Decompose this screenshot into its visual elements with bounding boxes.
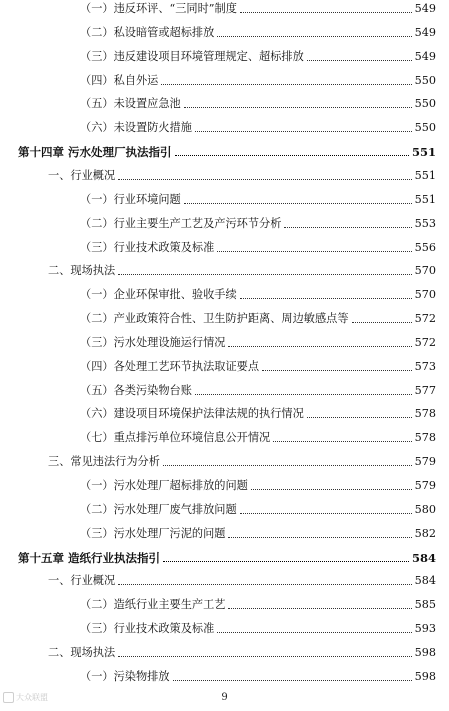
toc-entry-page: 553 [414, 216, 436, 230]
dot-leader [228, 608, 411, 609]
toc-subsection-entry[interactable] [0, 72, 449, 88]
toc-chapter-entry[interactable] [0, 549, 449, 565]
dot-leader [240, 12, 412, 13]
toc-subsection-entry[interactable] [0, 501, 449, 517]
toc-entry-page: 573 [414, 359, 436, 373]
toc-entry-title: （一）违反环评、“三同时”制度 [80, 2, 237, 15]
toc-entry-title: （一）污染物排放 [80, 669, 170, 683]
toc-entry-title: （二）私设暗管或超标排放 [80, 25, 215, 39]
dot-leader [228, 537, 411, 538]
toc-entry-title: （四）私自外运 [80, 73, 159, 87]
toc-entry-title: （三）污水处理设施运行情况 [80, 335, 226, 349]
dot-leader [184, 107, 412, 108]
toc-entry-page: 549 [414, 2, 436, 15]
toc-entry-page: 579 [414, 455, 436, 469]
dot-leader [161, 84, 411, 85]
toc-entry-page: 556 [414, 240, 436, 254]
toc-entry-title: （一）污水处理厂超标排放的问题 [80, 479, 248, 492]
toc-entry-page: 570 [414, 264, 436, 278]
toc-entry-page: 598 [414, 669, 436, 683]
dot-leader [173, 680, 412, 681]
toc-subsection-entry[interactable] [0, 239, 449, 255]
toc-entry-page: 550 [414, 97, 436, 111]
dot-leader [195, 394, 412, 395]
dot-leader [195, 131, 412, 132]
toc-entry-page: 550 [414, 121, 436, 135]
toc-entry-title: （七）重点排污单位环境信息公开情况 [80, 431, 271, 445]
toc-entry-page: 593 [414, 622, 436, 636]
toc-entry-page: 584 [411, 550, 436, 565]
toc-entry-title: （一）行业环境问题 [80, 192, 181, 206]
dot-leader [352, 322, 412, 323]
dot-leader [262, 370, 412, 371]
watermark-logo-icon [3, 692, 14, 703]
toc-entry-page: 572 [414, 335, 436, 349]
toc-entry-page: 582 [414, 526, 436, 540]
dot-leader [284, 227, 411, 228]
dot-leader [228, 346, 411, 347]
watermark [3, 692, 48, 703]
toc-entry-page: 598 [414, 645, 436, 659]
toc-subsection-entry[interactable] [0, 596, 449, 612]
dot-leader [118, 179, 412, 180]
toc-subsection-entry[interactable] [0, 48, 449, 64]
toc-subsection-entry[interactable] [0, 215, 449, 231]
toc-entry-title: （二）污水处理厂废气排放问题 [80, 502, 237, 516]
toc-subsection-entry[interactable] [0, 525, 449, 541]
toc-entry-title: 二、现场执法 [48, 645, 116, 659]
toc-entry-page: 580 [414, 502, 436, 516]
toc-section-entry[interactable] [0, 644, 449, 660]
toc-entry-page: 578 [414, 407, 436, 421]
toc-subsection-entry[interactable] [0, 477, 449, 493]
toc-subsection-entry[interactable] [0, 429, 449, 445]
toc-section-entry[interactable] [0, 572, 449, 588]
toc-entry-title: （三）行业技术政策及标准 [80, 622, 215, 636]
dot-leader [273, 441, 411, 442]
toc-subsection-entry[interactable] [0, 119, 449, 135]
dot-leader [163, 465, 412, 466]
dot-leader [307, 417, 412, 418]
dot-leader [217, 36, 411, 37]
toc-entry-page: 579 [414, 479, 436, 492]
toc-subsection-entry[interactable] [0, 191, 449, 207]
toc-entry-title: 一、行业概况 [48, 574, 116, 588]
dot-leader [118, 584, 412, 585]
toc-section-entry[interactable] [0, 453, 449, 469]
toc-entry-title: 三、常见违法行为分析 [48, 455, 160, 469]
toc-entry-page: 550 [414, 73, 436, 87]
toc-entry-page: 551 [411, 145, 436, 160]
toc-subsection-entry[interactable] [0, 668, 449, 684]
toc-entry-title: （六）未设置防火措施 [80, 121, 192, 135]
toc-subsection-entry[interactable] [0, 24, 449, 40]
toc-entry-page: 570 [414, 288, 436, 302]
toc-entry-title: 第十四章 污水处理厂执法指引 [18, 145, 172, 160]
dot-leader [118, 656, 412, 657]
toc-entry-title: （三）污水处理厂污泥的问题 [80, 526, 226, 540]
toc-entry-title: （二）产业政策符合性、卫生防护距离、周边敏感点等 [80, 312, 349, 326]
dot-leader [307, 60, 412, 61]
dot-leader [217, 251, 411, 252]
toc-entry-page: 551 [414, 168, 436, 182]
toc-subsection-entry[interactable] [0, 620, 449, 636]
toc-subsection-entry[interactable] [0, 0, 449, 16]
toc-entry-page: 572 [414, 312, 436, 326]
toc-entry-title: （二）行业主要生产工艺及产污环节分析 [80, 216, 282, 230]
toc-entry-title: （五）未设置应急池 [80, 97, 181, 111]
toc-entry-page: 549 [414, 25, 436, 39]
toc-entry-title: （五）各类污染物台账 [80, 383, 192, 397]
dot-leader [184, 203, 412, 204]
toc-subsection-entry[interactable] [0, 286, 449, 302]
dot-leader [118, 274, 412, 275]
dot-leader [163, 561, 409, 562]
toc-section-entry[interactable] [0, 167, 449, 183]
toc-entry-title: （六）建设项目环境保护法律法规的执行情况 [80, 407, 304, 421]
toc-entry-page: 578 [414, 431, 436, 445]
toc-entry-page: 549 [414, 49, 436, 63]
dot-leader [240, 513, 412, 514]
dot-leader [217, 632, 411, 633]
toc-subsection-entry[interactable] [0, 405, 449, 421]
page-number: 9 [221, 692, 228, 703]
toc-entry-title: 二、现场执法 [48, 264, 116, 278]
toc-entry-title: （二）造纸行业主要生产工艺 [80, 598, 226, 612]
toc-entry-title: （三）行业技术政策及标准 [80, 240, 215, 254]
toc-entry-page: 577 [414, 383, 436, 397]
toc-chapter-entry[interactable] [0, 143, 449, 159]
toc-entry-title: （三）违反建设项目环境管理规定、超标排放 [80, 49, 304, 63]
dot-leader [251, 489, 412, 490]
toc-subsection-entry[interactable] [0, 358, 449, 374]
dot-leader [175, 155, 409, 156]
toc-section-entry[interactable] [0, 262, 449, 278]
toc-subsection-entry[interactable] [0, 95, 449, 111]
toc-entry-page: 584 [414, 574, 436, 588]
watermark-text: 大众联盟 [16, 693, 48, 702]
toc-subsection-entry[interactable] [0, 334, 449, 350]
toc-entry-page: 551 [414, 192, 436, 206]
toc-subsection-entry[interactable] [0, 310, 449, 326]
toc-entry-title: 第十五章 造纸行业执法指引 [18, 550, 161, 565]
toc-entry-title: （四）各处理工艺环节执法取证要点 [80, 359, 260, 373]
toc-entry-title: （一）企业环保审批、验收手续 [80, 288, 237, 302]
toc-entry-page: 585 [414, 598, 436, 612]
dot-leader [240, 298, 412, 299]
toc-entry-title: 一、行业概况 [48, 168, 116, 182]
toc-subsection-entry[interactable] [0, 382, 449, 398]
